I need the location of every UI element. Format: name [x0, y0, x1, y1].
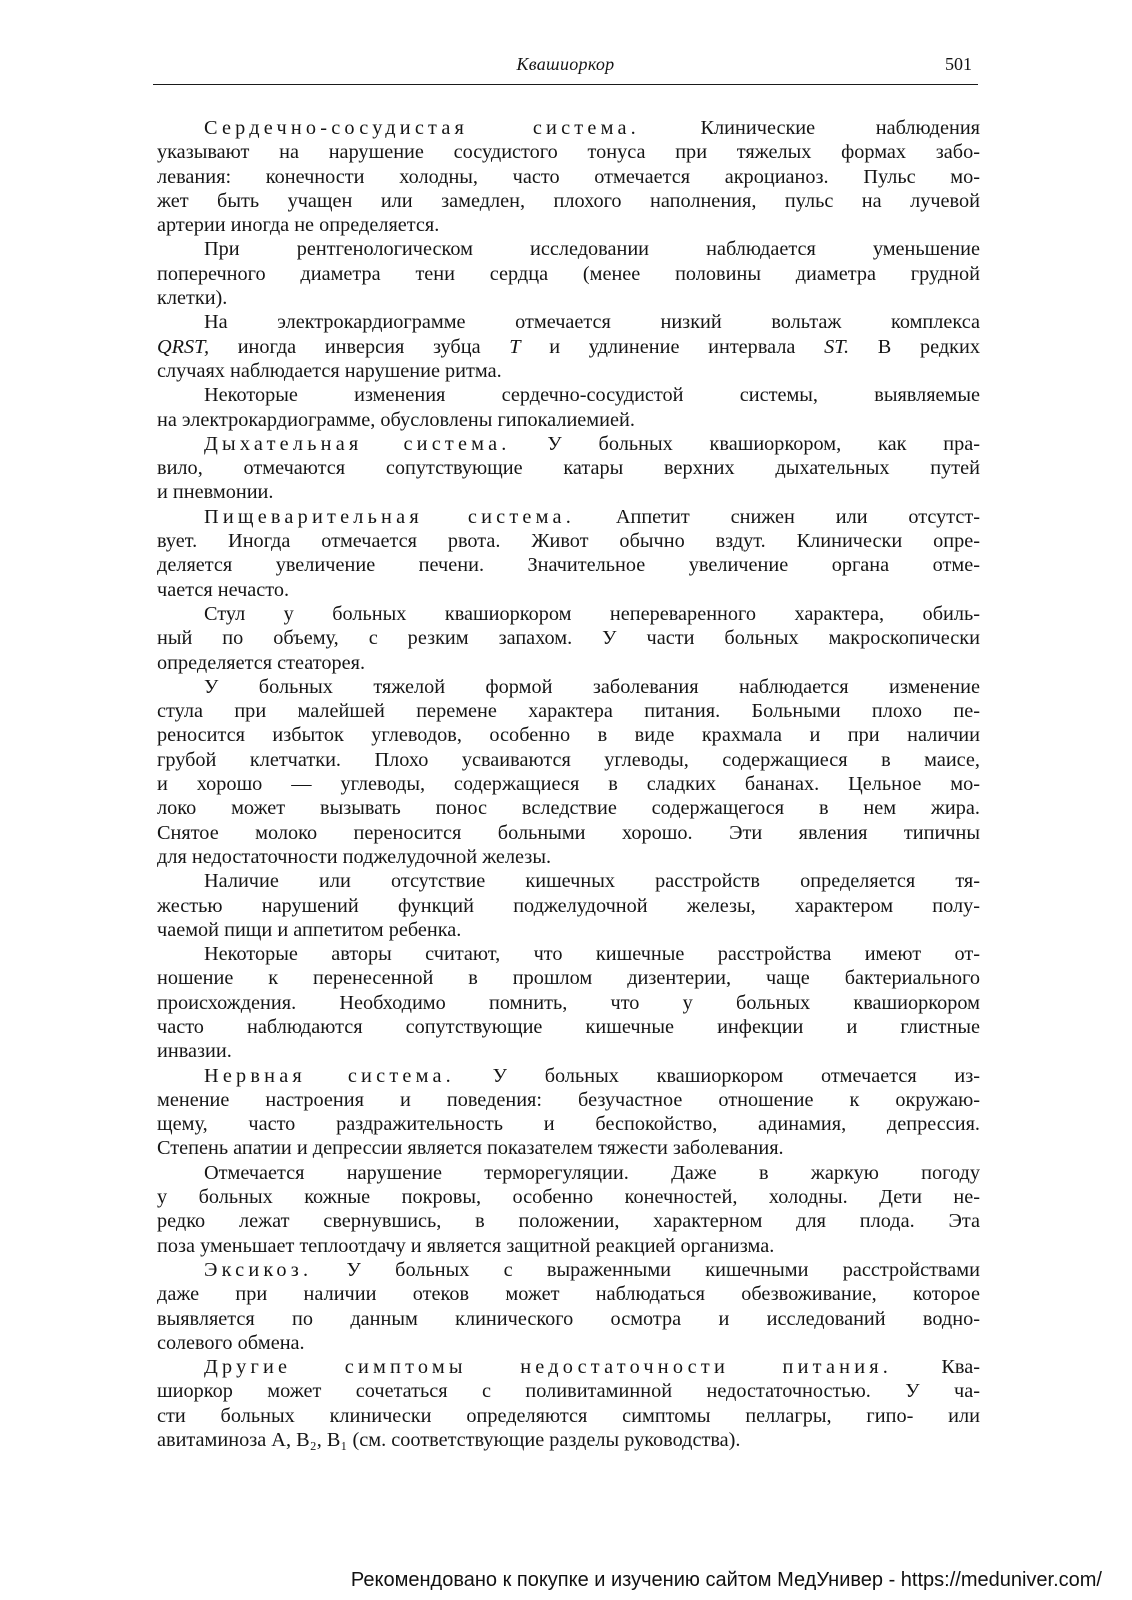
section-heading: Сердечно-сосудистая система.	[204, 117, 640, 139]
text-line	[157, 651, 980, 675]
text-line	[157, 165, 980, 189]
text-line	[157, 602, 980, 626]
line-text: и хорошо — углеводы, содержащиеся в сладких бананах. Цельное мо-	[157, 773, 980, 796]
page-number: 501	[945, 54, 972, 74]
text-line	[157, 1428, 980, 1452]
line-text: У больных квашиоркором, как пра-	[510, 432, 980, 455]
text-line	[157, 821, 980, 845]
line-text: и пневмонии.	[157, 481, 274, 504]
text-line	[157, 772, 980, 796]
line-text: жестью нарушений функций поджелудочной железы, характером полу-	[157, 894, 980, 917]
line-text: происхождения. Необходимо помнить, что у больных квашиоркором	[157, 991, 980, 1014]
running-header	[153, 54, 978, 86]
text-line	[157, 748, 980, 772]
running-title: Квашиоркор	[516, 54, 615, 74]
section-heading: Пищеварительная система.	[204, 505, 575, 528]
header-rule	[153, 84, 978, 85]
text-line	[157, 991, 980, 1015]
text-line	[157, 942, 980, 966]
line-text: даже при наличии отеков может наблюдаться обезвоживание, которое	[157, 1283, 980, 1306]
text-line	[157, 626, 980, 650]
text-line	[157, 1185, 980, 1209]
line-text: грубой клетчатки. Плохо усваиваются углеводы, содержащиеся в маисе,	[157, 748, 980, 771]
text-line	[157, 456, 980, 480]
text-line	[157, 529, 980, 553]
line-text: деляется увеличение печени. Значительное увеличение органа отме-	[157, 554, 980, 577]
line-text: сти больных клинически определяются симптомы пеллагры, гипо- или	[157, 1404, 980, 1427]
text-line	[157, 1136, 980, 1160]
text-line	[157, 1161, 980, 1185]
line-text: У больных с выраженными кишечными расстройствами	[312, 1258, 980, 1281]
text-line	[157, 796, 980, 820]
line-text: У больных тяжелой формой заболевания наблюдается изменение	[204, 675, 980, 698]
line-text: клетки).	[157, 287, 228, 310]
line-text: У больных квашиоркором отмечается из-	[454, 1064, 980, 1087]
text-line	[157, 578, 980, 602]
line-text: авитаминоза А, B₂, B₁ (см. соответствующие разделы руководства).	[157, 1429, 741, 1452]
text-line	[157, 1404, 980, 1428]
text-line	[157, 1355, 980, 1379]
text-line	[157, 1088, 980, 1112]
text-line	[157, 237, 980, 261]
text-line	[157, 894, 980, 918]
section-heading: Нервная система.	[204, 1064, 455, 1087]
line-text: Некоторые авторы считают, что кишечные расстройства имеют от-	[204, 943, 980, 966]
text-line	[157, 723, 980, 747]
line-text: стула при малейшей перемене характера питания. Больными плохо пе-	[157, 700, 980, 723]
line-text: выявляется по данным клинического осмотра и исследований водно-	[157, 1307, 980, 1330]
line-text: указывают на нарушение сосудистого тонуса при тяжелых формах забо-	[157, 141, 980, 164]
line-text: левания: конечности холодны, часто отмечается акроцианоз. Пульс мо-	[157, 165, 980, 188]
footer-watermark: Рекомендовано к покупке и изучению сайтом МедУнивер - https://meduniver.com/	[350, 1569, 1102, 1591]
text-line	[157, 1307, 980, 1331]
line-text: инвазии.	[157, 1040, 232, 1063]
text-line	[157, 1331, 980, 1355]
text-line	[157, 1064, 980, 1088]
line-text: локо может вызывать понос вследствие содержащегося в нем жира.	[157, 797, 980, 820]
line-text: Отмечается нарушение терморегуляции. Даже в жаркую погоду	[204, 1161, 980, 1184]
italic-term: T	[509, 335, 521, 358]
text-line	[157, 1258, 980, 1282]
line-text: Некоторые изменения сердечно-сосудистой системы, выявляемые	[204, 384, 980, 407]
body-text	[157, 116, 980, 1452]
line-text: поза уменьшает теплоотдачу и является защитной реакцией организма.	[157, 1234, 775, 1257]
text-line	[157, 1112, 980, 1136]
line-text: иногда инверсия зубца	[209, 335, 510, 358]
text-line	[157, 383, 980, 407]
line-text: вило, отмечаются сопутствующие катары верхних дыхательных путей	[157, 457, 980, 480]
line-text: Аппетит снижен или отсутст-	[574, 505, 981, 528]
line-text: на электрокардиограмме, обусловлены гипокалиемией.	[157, 408, 635, 431]
text-line	[157, 1209, 980, 1233]
line-text: солевого обмена.	[157, 1331, 305, 1354]
section-heading: Эксикоз.	[204, 1258, 313, 1281]
line-text: На электрокардиограмме отмечается низкий вольтаж комплекса	[204, 311, 980, 334]
italic-term: ST.	[824, 335, 850, 358]
text-line	[157, 408, 980, 432]
section-heading: Дыхательная система.	[204, 432, 511, 455]
line-text: чается нечасто.	[157, 578, 290, 601]
line-text: Ква-	[892, 1356, 980, 1379]
text-line	[157, 1039, 980, 1063]
line-text: Клинические наблюдения	[639, 117, 980, 139]
text-line	[157, 116, 980, 140]
line-text: щему, часто раздражительность и беспокойство, адинамия, депрессия.	[157, 1113, 980, 1136]
text-line	[157, 262, 980, 286]
text-line	[157, 432, 980, 456]
text-line	[157, 213, 980, 237]
text-line	[157, 189, 980, 213]
line-text: у больных кожные покровы, особенно конечностей, холодны. Дети не-	[157, 1186, 980, 1209]
line-text: случаях наблюдается нарушение ритма.	[157, 359, 502, 382]
line-text: часто наблюдаются сопутствующие кишечные инфекции и глистные	[157, 1015, 980, 1038]
text-line	[157, 286, 980, 310]
text-line	[157, 1379, 980, 1403]
text-line	[157, 1015, 980, 1039]
text-line	[157, 699, 980, 723]
text-line	[157, 869, 980, 893]
text-line	[157, 140, 980, 164]
line-text: Наличие или отсутствие кишечных расстройств определяется тя-	[204, 870, 980, 893]
line-text: артерии иногда не определяется.	[157, 214, 440, 237]
line-text: В редких	[849, 335, 980, 358]
line-text: поперечного диаметра тени сердца (менее половины диаметра грудной	[157, 262, 980, 285]
line-text: Стул у больных квашиоркором непереваренного характера, обиль-	[204, 602, 980, 625]
line-text: менение настроения и поведения: безучастное отношение к окружаю-	[157, 1088, 980, 1111]
line-text: для недостаточности поджелудочной железы.	[157, 845, 552, 868]
line-text: определяется стеаторея.	[157, 651, 366, 674]
text-line	[157, 675, 980, 699]
text-line	[157, 845, 980, 869]
line-text: реносится избыток углеводов, особенно в виде крахмала и при наличии	[157, 724, 980, 747]
line-text: чаемой пищи и аппетитом ребенка.	[157, 918, 462, 941]
text-line	[157, 310, 980, 334]
text-line	[157, 918, 980, 942]
line-text: Снятое молоко переносится больными хорошо. Эти явления типичны	[157, 821, 980, 844]
text-line	[157, 1234, 980, 1258]
section-heading: Другие симптомы недостаточности питания.	[204, 1356, 893, 1379]
text-line	[157, 1282, 980, 1306]
text-line	[157, 335, 980, 359]
text-line	[157, 359, 980, 383]
text-line	[157, 553, 980, 577]
text-line	[157, 966, 980, 990]
text-line	[157, 480, 980, 504]
text-line	[157, 505, 980, 529]
line-text: и удлинение интервала	[520, 335, 825, 358]
line-text: редко лежат свернувшись, в положении, характерном для плода. Эта	[157, 1210, 980, 1233]
italic-term: QRST,	[157, 335, 210, 358]
line-text: шиоркор может сочетаться с поливитаминной недостаточностью. У ча-	[157, 1380, 980, 1403]
line-text: ный по объему, с резким запахом. У части больных макроскопически	[157, 627, 980, 650]
line-text: Степень апатии и депрессии является показателем тяжести заболевания.	[157, 1137, 784, 1160]
line-text: При рентгенологическом исследовании наблюдается уменьшение	[204, 238, 980, 261]
line-text: ношение к перенесенной в прошлом дизентерии, чаще бактериального	[157, 967, 980, 990]
line-text: вует. Иногда отмечается рвота. Живот обычно вздут. Клинически опре-	[157, 530, 980, 553]
line-text: жет быть учащен или замедлен, плохого наполнения, пульс на лучевой	[157, 189, 980, 212]
